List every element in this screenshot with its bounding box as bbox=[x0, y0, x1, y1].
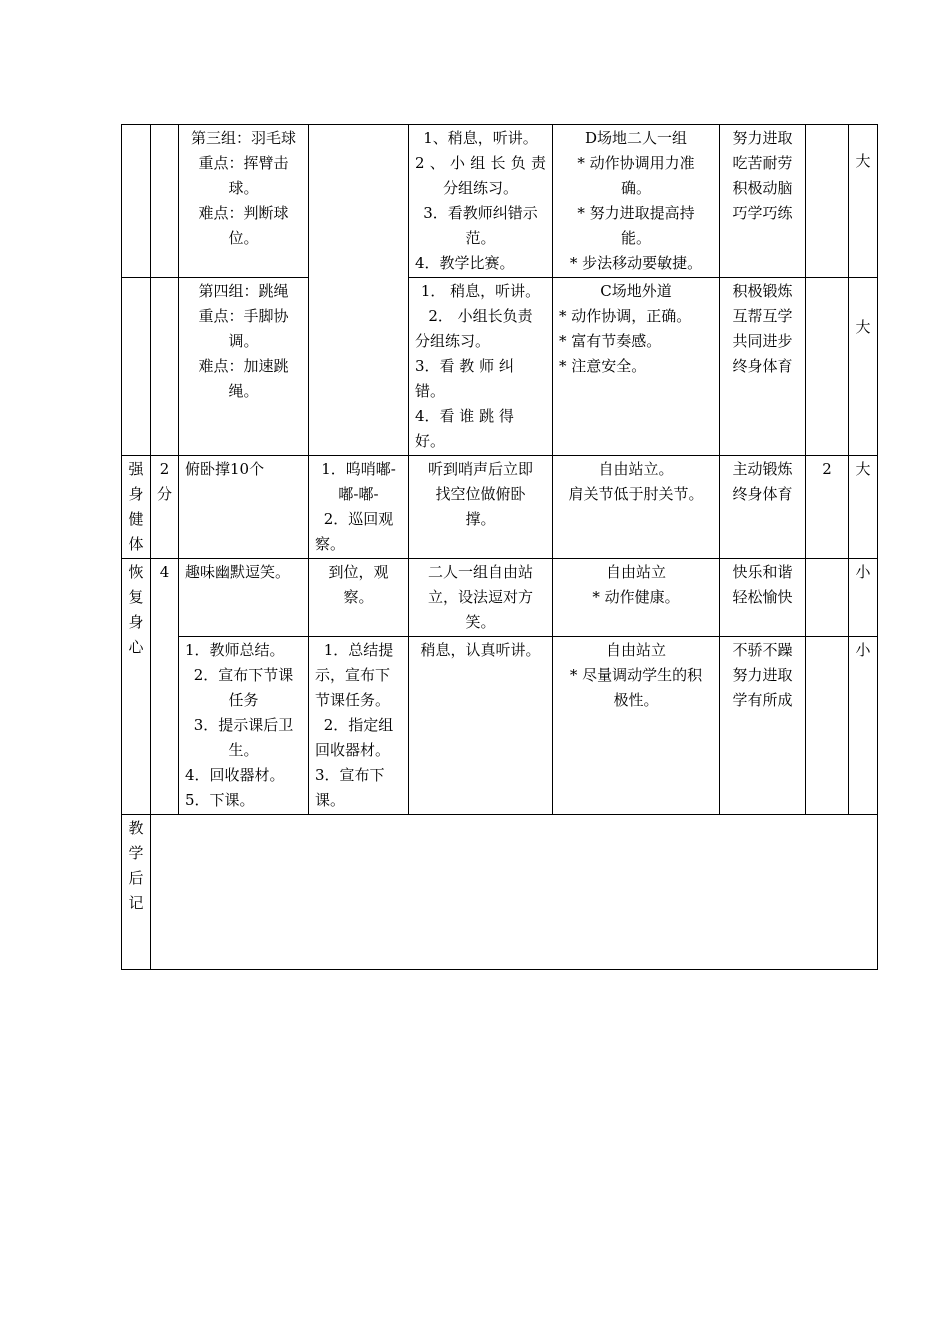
student-cell: 二人一组自由站 立，设法逗对方 笑。 bbox=[409, 559, 553, 637]
content-cell: 1．教师总结。 2．宣布下节课 任务 3．提示课后卫 生。 4．回收器材。 5．下课。 bbox=[179, 637, 309, 815]
organization-cell: C场地外道 * 动作协调，正确。 * 富有节奏感。 * 注意安全。 bbox=[553, 278, 720, 456]
content-cell: 第四组：跳绳 重点：手脚协 调。 难点：加速跳 绳。 bbox=[179, 278, 309, 456]
intensity-cell: 小 bbox=[849, 559, 878, 637]
intensity-cell: 大 bbox=[849, 278, 878, 456]
time-cell: 2分 bbox=[151, 456, 179, 559]
table-row-recovery bbox=[122, 559, 878, 637]
time-cell bbox=[151, 125, 179, 278]
quality-cell: 努力进取 吃苦耐劳 积极动脑 巧学巧练 bbox=[720, 125, 806, 278]
time-cell bbox=[151, 278, 179, 456]
table-row-fitness bbox=[122, 456, 878, 559]
count-cell bbox=[806, 278, 849, 456]
notes-body-cell bbox=[151, 815, 878, 970]
quality-cell: 积极锻炼 互帮互学 共同进步 终身体育 bbox=[720, 278, 806, 456]
quality-cell: 快乐和谐 轻松愉快 bbox=[720, 559, 806, 637]
quality-cell: 主动锻炼 终身体育 bbox=[720, 456, 806, 559]
organization-cell: 自由站立。 肩关节低于肘关节。 bbox=[553, 456, 720, 559]
student-cell: 听到哨声后立即 找空位做俯卧 撑。 bbox=[409, 456, 553, 559]
quality-cell: 不骄不躁 努力进取 学有所成 bbox=[720, 637, 806, 815]
table-row-notes bbox=[122, 815, 878, 970]
section-cell: 强身健体 bbox=[122, 456, 151, 559]
intensity-cell: 大 bbox=[849, 125, 878, 278]
student-cell: 1． 稍息，听讲。 2． 小组长负责 分组练习。 3．看 教 师 纠 错。 4．看 谁 跳 得 好。 bbox=[409, 278, 553, 456]
content-cell: 趣味幽默逗笑。 bbox=[179, 559, 309, 637]
teacher-cell: 1．呜哨嘟- 嘟-嘟- 2．巡回观 察。 bbox=[309, 456, 409, 559]
count-cell bbox=[806, 125, 849, 278]
table-row-badminton bbox=[122, 125, 878, 278]
organization-cell: 自由站立 * 动作健康。 bbox=[553, 559, 720, 637]
content-cell: 第三组：羽毛球 重点：挥臂击 球。 难点：判断球 位。 bbox=[179, 125, 309, 278]
organization-cell: D场地二人一组 * 动作协调用力准 确。 * 努力进取提高持 能。 * 步法移动要敏捷。 bbox=[553, 125, 720, 278]
count-cell bbox=[806, 559, 849, 637]
teacher-cell: 到位，观 察。 bbox=[309, 559, 409, 637]
content-cell: 俯卧撑10个 bbox=[179, 456, 309, 559]
section-cell: 恢复身心 bbox=[122, 559, 151, 815]
count-cell: 2 bbox=[806, 456, 849, 559]
table-row-jumprope bbox=[122, 278, 878, 456]
teacher-cell: 1．总结提 示，宣布下 节课任务。 2．指定组 回收器材。 3．宣布下 课。 bbox=[309, 637, 409, 815]
section-cell bbox=[122, 125, 151, 278]
student-cell: 稍息，认真听讲。 bbox=[409, 637, 553, 815]
count-cell bbox=[806, 637, 849, 815]
section-cell bbox=[122, 278, 151, 456]
time-cell: 4 bbox=[151, 559, 179, 815]
table-row-summary bbox=[122, 637, 878, 815]
student-cell: 1、稍息，听讲。 2、小组长负责 分组练习。 3．看教师纠错示 范。 4．教学比赛。 bbox=[409, 125, 553, 278]
teacher-cell bbox=[309, 125, 409, 456]
notes-label-cell: 教学后记 bbox=[122, 815, 151, 970]
intensity-cell: 小 bbox=[849, 637, 878, 815]
lesson-plan-table bbox=[121, 124, 878, 970]
organization-cell: 自由站立 * 尽量调动学生的积 极性。 bbox=[553, 637, 720, 815]
intensity-cell: 大 bbox=[849, 456, 878, 559]
